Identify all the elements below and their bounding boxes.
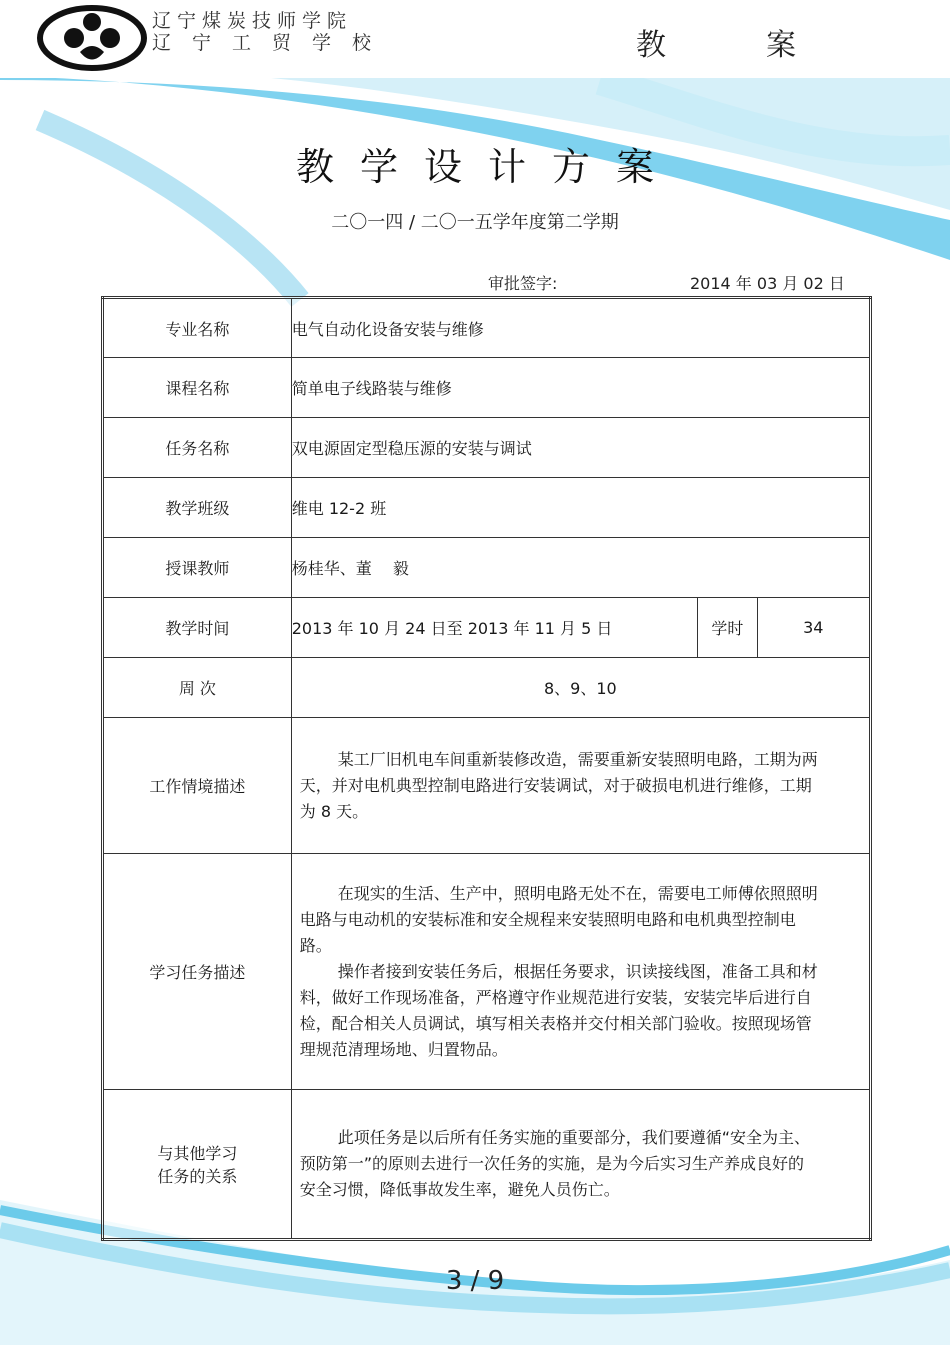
course-value: 简单电子线路装与维修 (291, 358, 870, 418)
table-row (103, 538, 871, 598)
table-row (103, 854, 871, 1090)
school-name-line1: 辽宁煤炭技师学院 (152, 10, 353, 32)
school-name-line2: 辽宁工贸学校 (152, 32, 393, 54)
hours-label: 学时 (698, 598, 757, 658)
teacher-label: 授课教师 (103, 538, 292, 598)
task-value: 双电源固定型稳压源的安装与调试 (291, 418, 870, 478)
week-value: 8、9、10 (291, 658, 870, 718)
major-label: 专业名称 (103, 298, 292, 358)
week-label: 周 次 (103, 658, 292, 718)
teacher-value: 杨桂华、董 毅 (291, 538, 870, 598)
approval-label: 审批签字: (488, 274, 558, 293)
learning-label: 学习任务描述 (103, 854, 292, 1090)
table-row (103, 478, 871, 538)
table-row (103, 418, 871, 478)
task-label: 任务名称 (103, 418, 292, 478)
class-label: 教学班级 (103, 478, 292, 538)
school-logo (36, 4, 148, 72)
context-paragraph: 某工厂旧机电车间重新装修改造，需要重新安装照明电路，工期为两天，并对电机典型控制电路进行安装调试，对于破损电机进行维修，工期为 8 天。 (299, 749, 818, 821)
class-value: 维电 12-2 班 (291, 478, 870, 538)
table-row (103, 1090, 871, 1240)
lesson-plan-table (101, 296, 872, 1241)
table-row (103, 358, 871, 418)
context-cell (291, 718, 870, 854)
term-subtitle: 二〇一四 / 二〇一五学年度第二学期 (331, 212, 619, 233)
approval-date: 2014 年 03 月 02 日 (690, 274, 845, 293)
learning-cell (291, 854, 870, 1090)
major-value: 电气自动化设备安装与维修 (291, 298, 870, 358)
page-title: 教学设计方案 (295, 145, 680, 189)
relation-paragraph: 此项任务是以后所有任务实施的重要部分，我们要遵循“安全为主、预防第一”的原则去进行一次任务的实施，是为今后实习生产养成良好的安全习惯，降低事故发生率，避免人员伤亡。 (299, 1128, 811, 1199)
relation-label-line1: 与其他学习 (157, 1144, 238, 1163)
table-row (103, 658, 871, 718)
table-row (103, 718, 871, 854)
relation-cell (291, 1090, 870, 1240)
relation-label-line2: 任务的关系 (157, 1167, 238, 1186)
learning-paragraph-1: 在现实的生活、生产中，照明电路无处不在，需要电工师傅依照照明电路与电动机的安装标准和安全规程来安装照明电路和电机典型控制电路。 (299, 883, 818, 955)
time-label: 教学时间 (103, 598, 292, 658)
page-number: 3 / 9 (445, 1266, 505, 1296)
school-names (152, 10, 392, 54)
course-label: 课程名称 (103, 358, 292, 418)
time-value: 2013 年 10 月 24 日至 2013 年 11 月 5 日 (291, 598, 698, 658)
relation-label (103, 1090, 292, 1240)
context-label: 工作情境描述 (103, 718, 292, 854)
page-header (0, 0, 950, 78)
document-type-label: 教案 (636, 28, 896, 63)
table-row (103, 298, 871, 358)
hours-value: 34 (757, 598, 870, 658)
learning-paragraph-2: 操作者接到安装任务后，根据任务要求，识读接线图，准备工具和材料，做好工作现场准备，严格遵守作业规范进行安装，安装完毕后进行自检，配合相关人员调试，填写相关表格并交付相关部门验收。按照现场管理规范清理场地、归置物品。 (299, 961, 818, 1059)
table-row (103, 598, 871, 658)
